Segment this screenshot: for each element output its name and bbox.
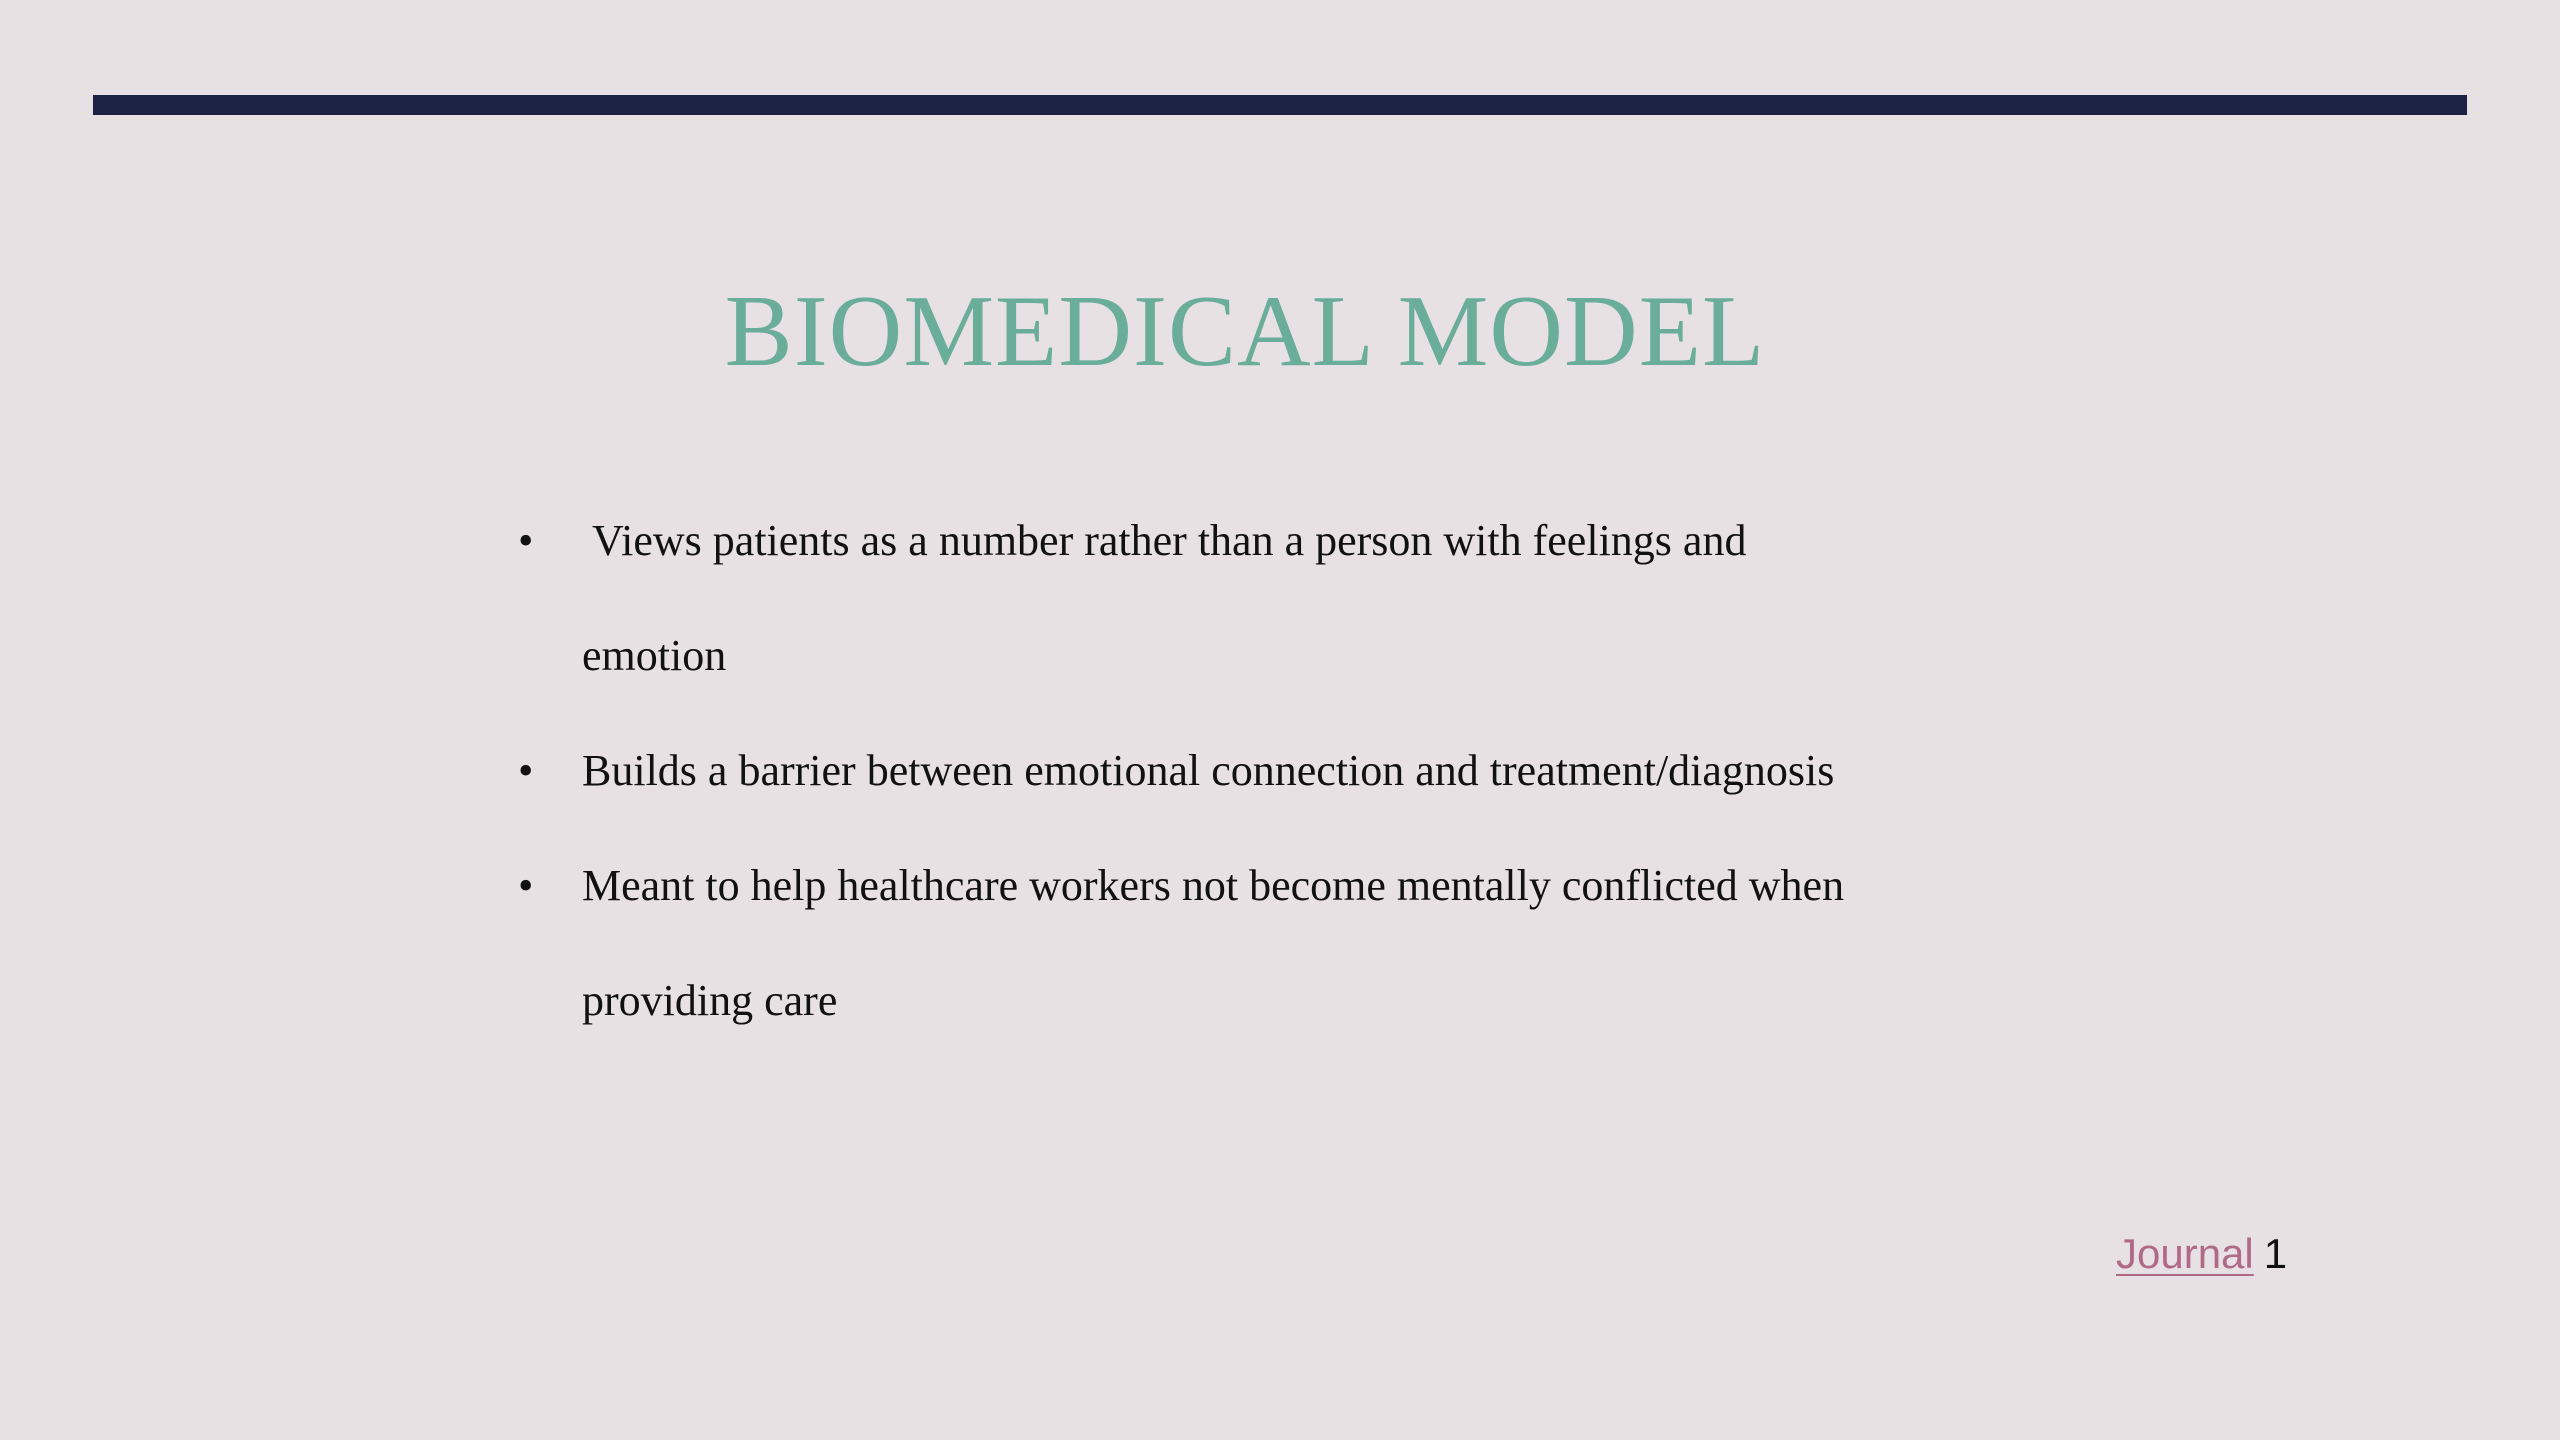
bullet-marker: • (518, 861, 534, 910)
top-rule (93, 95, 2467, 115)
footer-citation (2116, 1226, 2287, 1282)
bullet-3-line-1: Meant to help healthcare workers not become mentally conflicted when (582, 861, 1845, 910)
journal-link[interactable]: Journal (2116, 1230, 2254, 1277)
bullet-marker: • (518, 516, 534, 565)
bullet-3-line-2: providing care (582, 976, 838, 1025)
bullet-marker: • (518, 746, 534, 795)
bullet-1-line-2: emotion (582, 631, 727, 680)
bullet-2-line-1: Builds a barrier between emotional connection and treatment/diagnosis (582, 746, 1835, 795)
footer-number: 1 (2263, 1230, 2288, 1277)
bullet-1-line-1: Views patients as a number rather than a person with feelings and (592, 516, 1747, 565)
slide-title: BIOMEDICAL MODEL (724, 275, 1766, 388)
